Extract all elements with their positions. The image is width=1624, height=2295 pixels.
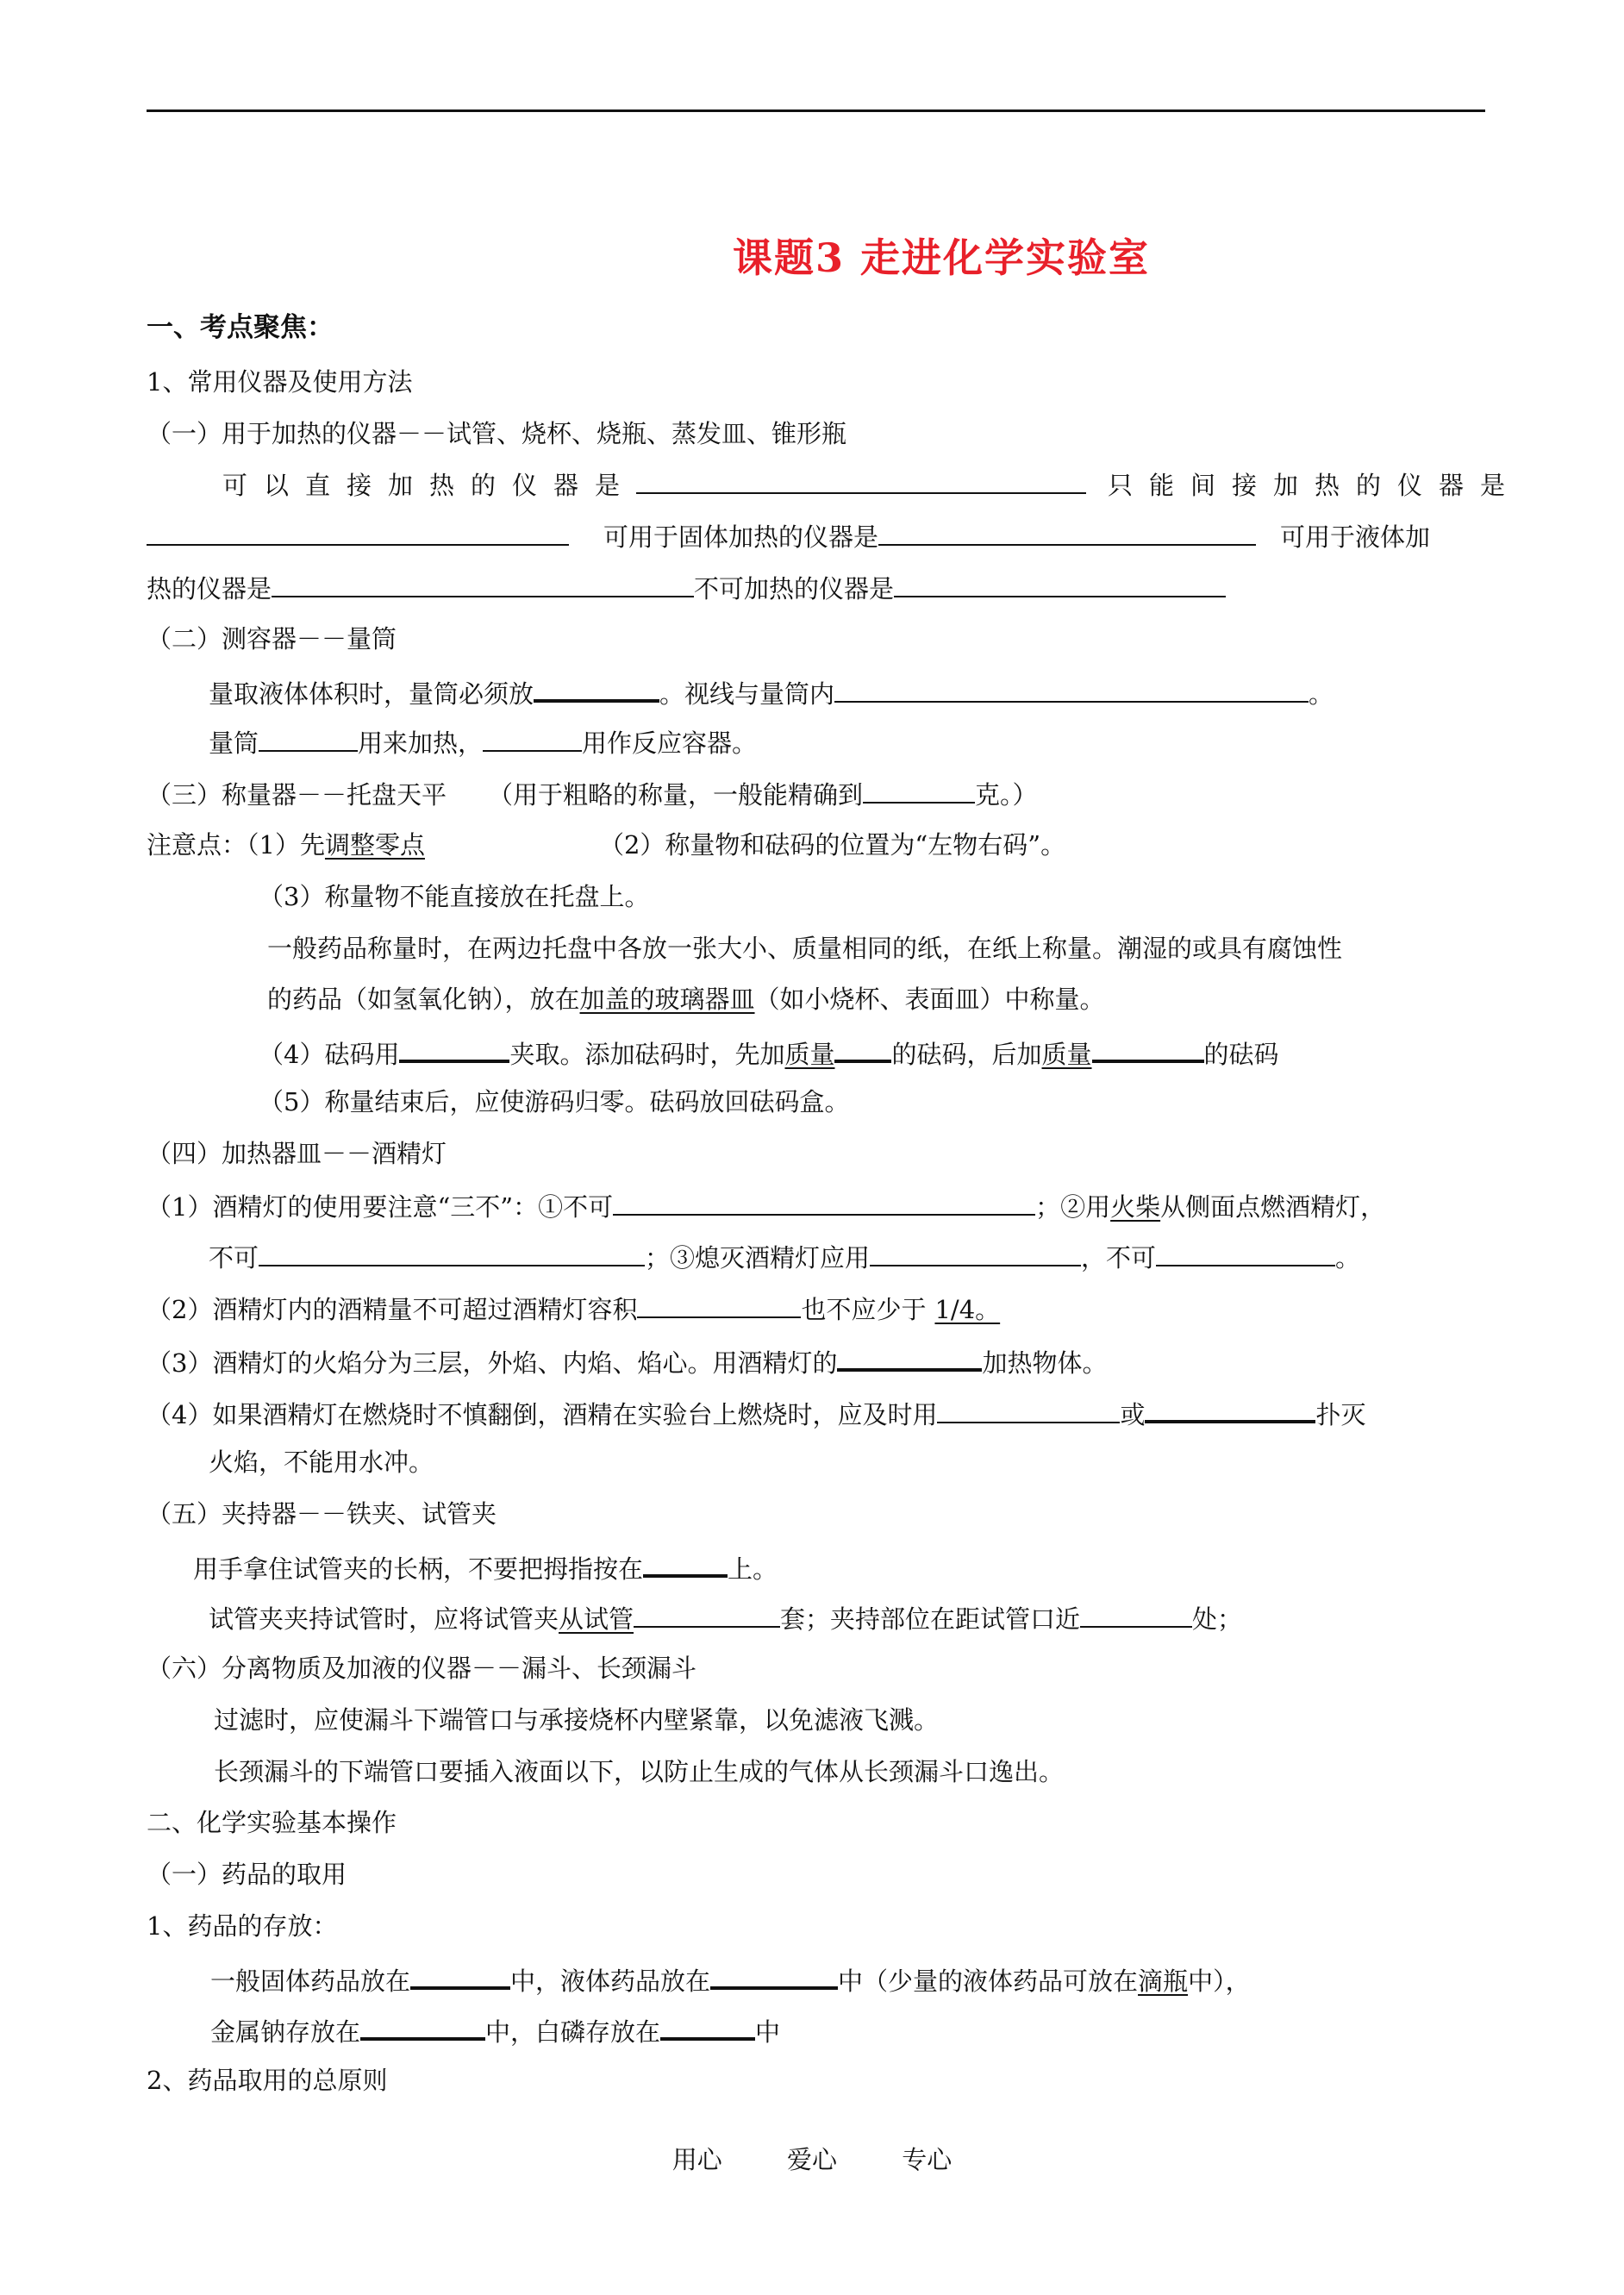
text-line: 一般固体药品放在 中，液体药品放在 中（少量的液体药品可放在滴瓶中），	[210, 1960, 1251, 1998]
fill-blank[interactable]	[643, 1548, 728, 1578]
footer-word: 爱心	[786, 2145, 837, 2174]
text-line: 注意点：（1）先调整零点 （2）称量物和砝码的位置为“左物右码”。	[147, 830, 1066, 860]
topic-heading-funnel: （六）分离物质及加液的仪器－－漏斗、长颈漏斗	[147, 1654, 697, 1683]
text-line: 可以直接加热的仪器是 只能间接加热的仪器是	[222, 466, 1521, 503]
fill-blank[interactable]	[894, 570, 1226, 597]
text-line: 不可 ；③熄灭酒精灯应用 ，不可 。	[209, 1239, 1360, 1275]
text-line: 用手拿住试管夹的长柄，不要把拇指按在 上。	[193, 1548, 778, 1586]
fill-blank[interactable]	[834, 675, 1309, 703]
fill-blank[interactable]	[483, 724, 582, 752]
topic-heading-balance: （三）称量器－－托盘天平 （用于粗略的称量，一般能精确到 克。）	[147, 776, 1038, 812]
fill-blank[interactable]	[1156, 1239, 1335, 1266]
fill-blank[interactable]	[863, 776, 975, 804]
text-line: 金属钠存放在 中，白磷存放在 中	[210, 2011, 780, 2049]
topic-heading-lamp: （四）加热器皿－－酒精灯	[147, 1139, 447, 1168]
fill-blank[interactable]	[410, 1960, 510, 1990]
topic-heading-cylinder: （二）测容器－－量筒	[147, 624, 397, 653]
topic-heading-reagents: （一）药品的取用	[147, 1860, 347, 1889]
text-line: 试管夹夹持试管时，应将试管夹从试管 套；夹持部位在距试管口近 处；	[209, 1600, 1242, 1636]
subsection-heading: 2、药品取用的总原则	[147, 2066, 388, 2095]
fill-blank[interactable]	[710, 1960, 838, 1990]
text-line: （5）称量结束后，应使游码归零。砝码放回砝码盒。	[259, 1087, 850, 1116]
text-line: 可用于固体加热的仪器是 可用于液体加	[147, 518, 1430, 554]
fill-blank[interactable]	[147, 518, 569, 546]
fill-blank[interactable]	[637, 1291, 801, 1318]
fill-blank[interactable]	[259, 1239, 645, 1266]
text-line: （4）如果酒精灯在燃烧时不慎翻倒，酒精在实验台上燃烧时，应及时用 或 扑灭	[147, 1394, 1365, 1432]
text-line: 热的仪器是 不可加热的仪器是	[147, 570, 1226, 606]
footer-word: 专心	[902, 2145, 953, 2174]
subsection-heading: 1、常用仪器及使用方法	[147, 367, 413, 397]
topic-heading-heating: （一）用于加热的仪器－－试管、烧杯、烧瓶、蒸发皿、锥形瓶	[147, 419, 847, 448]
text-line: 长颈漏斗的下端管口要插入液面以下，以防止生成的气体从长颈漏斗口逸出。	[214, 1757, 1065, 1786]
fill-blank[interactable]	[634, 1600, 780, 1628]
fill-blank[interactable]	[272, 570, 694, 597]
text-line: 量筒 用来加热， 用作反应容器。	[209, 724, 757, 760]
page-footer	[0, 2141, 1624, 2176]
text-line: 火焰，不能用水冲。	[209, 1448, 434, 1477]
text-line: 一般药品称量时，在两边托盘中各放一张大小、质量相同的纸，在纸上称量。潮湿的或具有腐蚀性	[267, 934, 1343, 963]
footer-word: 用心	[671, 2145, 722, 2174]
fill-blank[interactable]	[1145, 1394, 1315, 1423]
text-line: （2）酒精灯内的酒精量不可超过酒精灯容积 也不应少于 1/4。	[147, 1291, 1000, 1327]
text-line: 量取液体体积时，量筒必须放 。视线与量筒内 。	[209, 673, 1334, 711]
fill-blank[interactable]	[360, 2011, 485, 2041]
fill-blank[interactable]	[259, 724, 358, 752]
text-line: 过滤时，应使漏斗下端管口与承接烧杯内壁紧靠，以免滤液飞溅。	[214, 1705, 940, 1735]
fill-blank[interactable]	[534, 673, 659, 703]
fill-blank[interactable]	[834, 1034, 891, 1063]
fill-blank[interactable]	[870, 1239, 1081, 1266]
fill-blank[interactable]	[660, 2011, 755, 2041]
text-line: （1）酒精灯的使用要注意“三不”：①不可 ；②用火柴从侧面点燃酒精灯，	[147, 1188, 1385, 1224]
fill-blank[interactable]	[399, 1034, 509, 1063]
subsection-heading: 1、药品的存放：	[147, 1911, 338, 1941]
fill-blank[interactable]	[837, 1342, 982, 1372]
header-rule	[147, 109, 1485, 112]
text-line: （3）酒精灯的火焰分为三层，外焰、内焰、焰心。用酒精灯的 加热物体。	[147, 1342, 1107, 1380]
text-line: 的药品（如氢氧化钠），放在加盖的玻璃器皿（如小烧杯、表面皿）中称量。	[267, 985, 1105, 1014]
fill-blank[interactable]	[878, 518, 1256, 546]
page-title: 课题3 走进化学实验室	[732, 235, 1151, 281]
fill-blank[interactable]	[937, 1396, 1120, 1423]
fill-blank[interactable]	[1080, 1600, 1192, 1628]
text-line: （4）砝码用 夹取。添加砝码时，先加质量 的砝码，后加质量 的砝码	[259, 1034, 1279, 1072]
fill-blank[interactable]	[636, 466, 1086, 494]
fill-blank[interactable]	[613, 1188, 1035, 1216]
text-line: （3）称量物不能直接放在托盘上。	[259, 882, 650, 911]
fill-blank[interactable]	[1092, 1034, 1204, 1063]
topic-heading-holder: （五）夹持器－－铁夹、试管夹	[147, 1499, 497, 1529]
section-heading-2: 二、化学实验基本操作	[147, 1808, 397, 1837]
section-heading-1: 一、考点聚焦：	[147, 312, 334, 343]
